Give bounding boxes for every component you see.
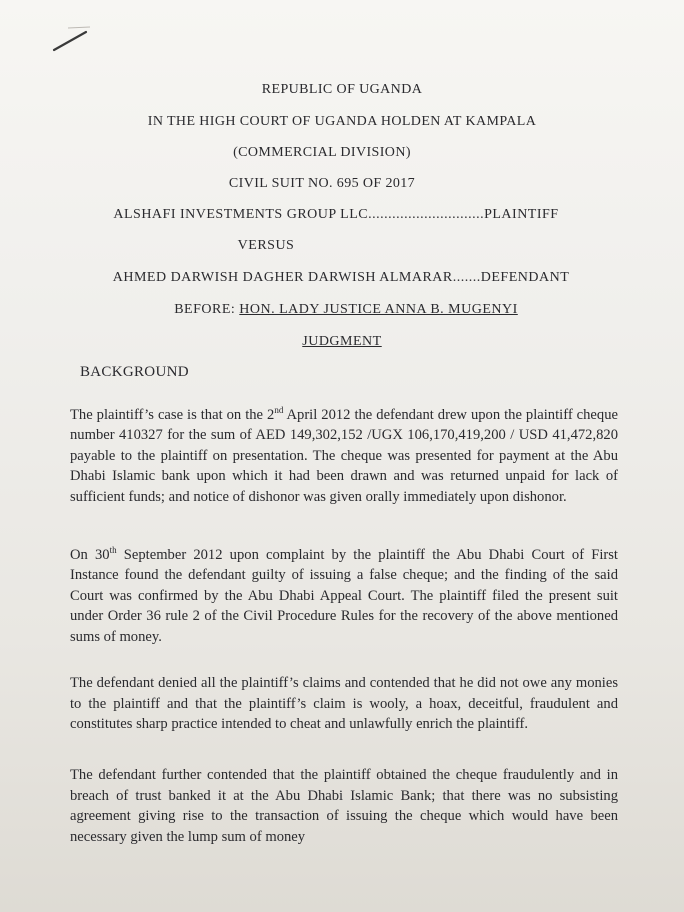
bench-line (4, 302, 684, 318)
pen-stroke-mark (48, 24, 98, 54)
paragraph-2-superscript: th (109, 545, 117, 555)
plaintiff-line: ALSHAFI INVESTMENTS GROUP LLC.............................PLAINTIFF (113, 207, 559, 222)
versus-line: VERSUS (237, 238, 295, 253)
paragraph-3: The defendant denied all the plaintiff’s claims and contended that he did not owe any monies to the plaintiff and that the plaintiff’s claim is wooly, a hoax, deceitful, fraudulent and constitutes sharp practice intended to cheat and unlawfully enrich the plaintiff. (70, 675, 618, 732)
suit-number: CIVIL SUIT NO. 695 OF 2017 (228, 176, 416, 191)
paragraph-2-text-a: On 30 (70, 546, 110, 563)
background-heading: BACKGROUND (80, 364, 189, 380)
division-heading: (COMMERCIAL DIVISION) (233, 145, 411, 160)
paragraph-1-text-a: The plaintiff’s case is that on the 2 (70, 406, 275, 423)
paragraph-1-text-b: April 2012 the defendant drew upon the plaintiff cheque number 410327 for the sum of AED 149,302,152 /UGX 106,170,419,200 / USD 41,472,820 payable to the plaintiff on presentation. The cheque was presented for payment at the Abu Dhabi Islamic bank upon which it had been drawn and was returned unpaid for lack of sufficient funds; and notice of dishonor was given orally immediately upon dishonor. (70, 406, 618, 505)
court-heading: IN THE HIGH COURT OF UGANDA HOLDEN AT KAMPALA (147, 114, 537, 129)
judge-name: HON. LADY JUSTICE ANNA B. MUGENYI (239, 302, 518, 317)
paragraph-4: The defendant further contended that the plaintiff obtained the cheque fraudulently and in breach of trust banked it at the Abu Dhabi Islamic Bank; that there was no subsisting agreement giving rise to the transaction of issuing the cheque which would have been necessary given the lump sum of money (70, 767, 618, 845)
republic-heading: REPUBLIC OF UGANDA (261, 82, 423, 97)
paragraph-1 (70, 400, 618, 507)
paragraph-2 (70, 540, 618, 647)
judgment-title: JUDGMENT (302, 334, 382, 349)
paragraph-1-superscript: nd (274, 405, 284, 415)
before-label: BEFORE: (174, 302, 236, 317)
defendant-line: AHMED DARWISH DAGHER DARWISH ALMARAR.......DEFENDANT (112, 270, 570, 285)
paragraph-2-text-b: September 2012 upon complaint by the plaintiff the Abu Dhabi Court of First Instance found the defendant guilty of issuing a false cheque; and the finding of the said Court was confirmed by the Abu Dhabi Appeal Court. The plaintiff filed the present suit under Order 36 rule 2 of the Civil Procedure Rules for the recovery of the above mentioned sums of money. (70, 546, 618, 645)
